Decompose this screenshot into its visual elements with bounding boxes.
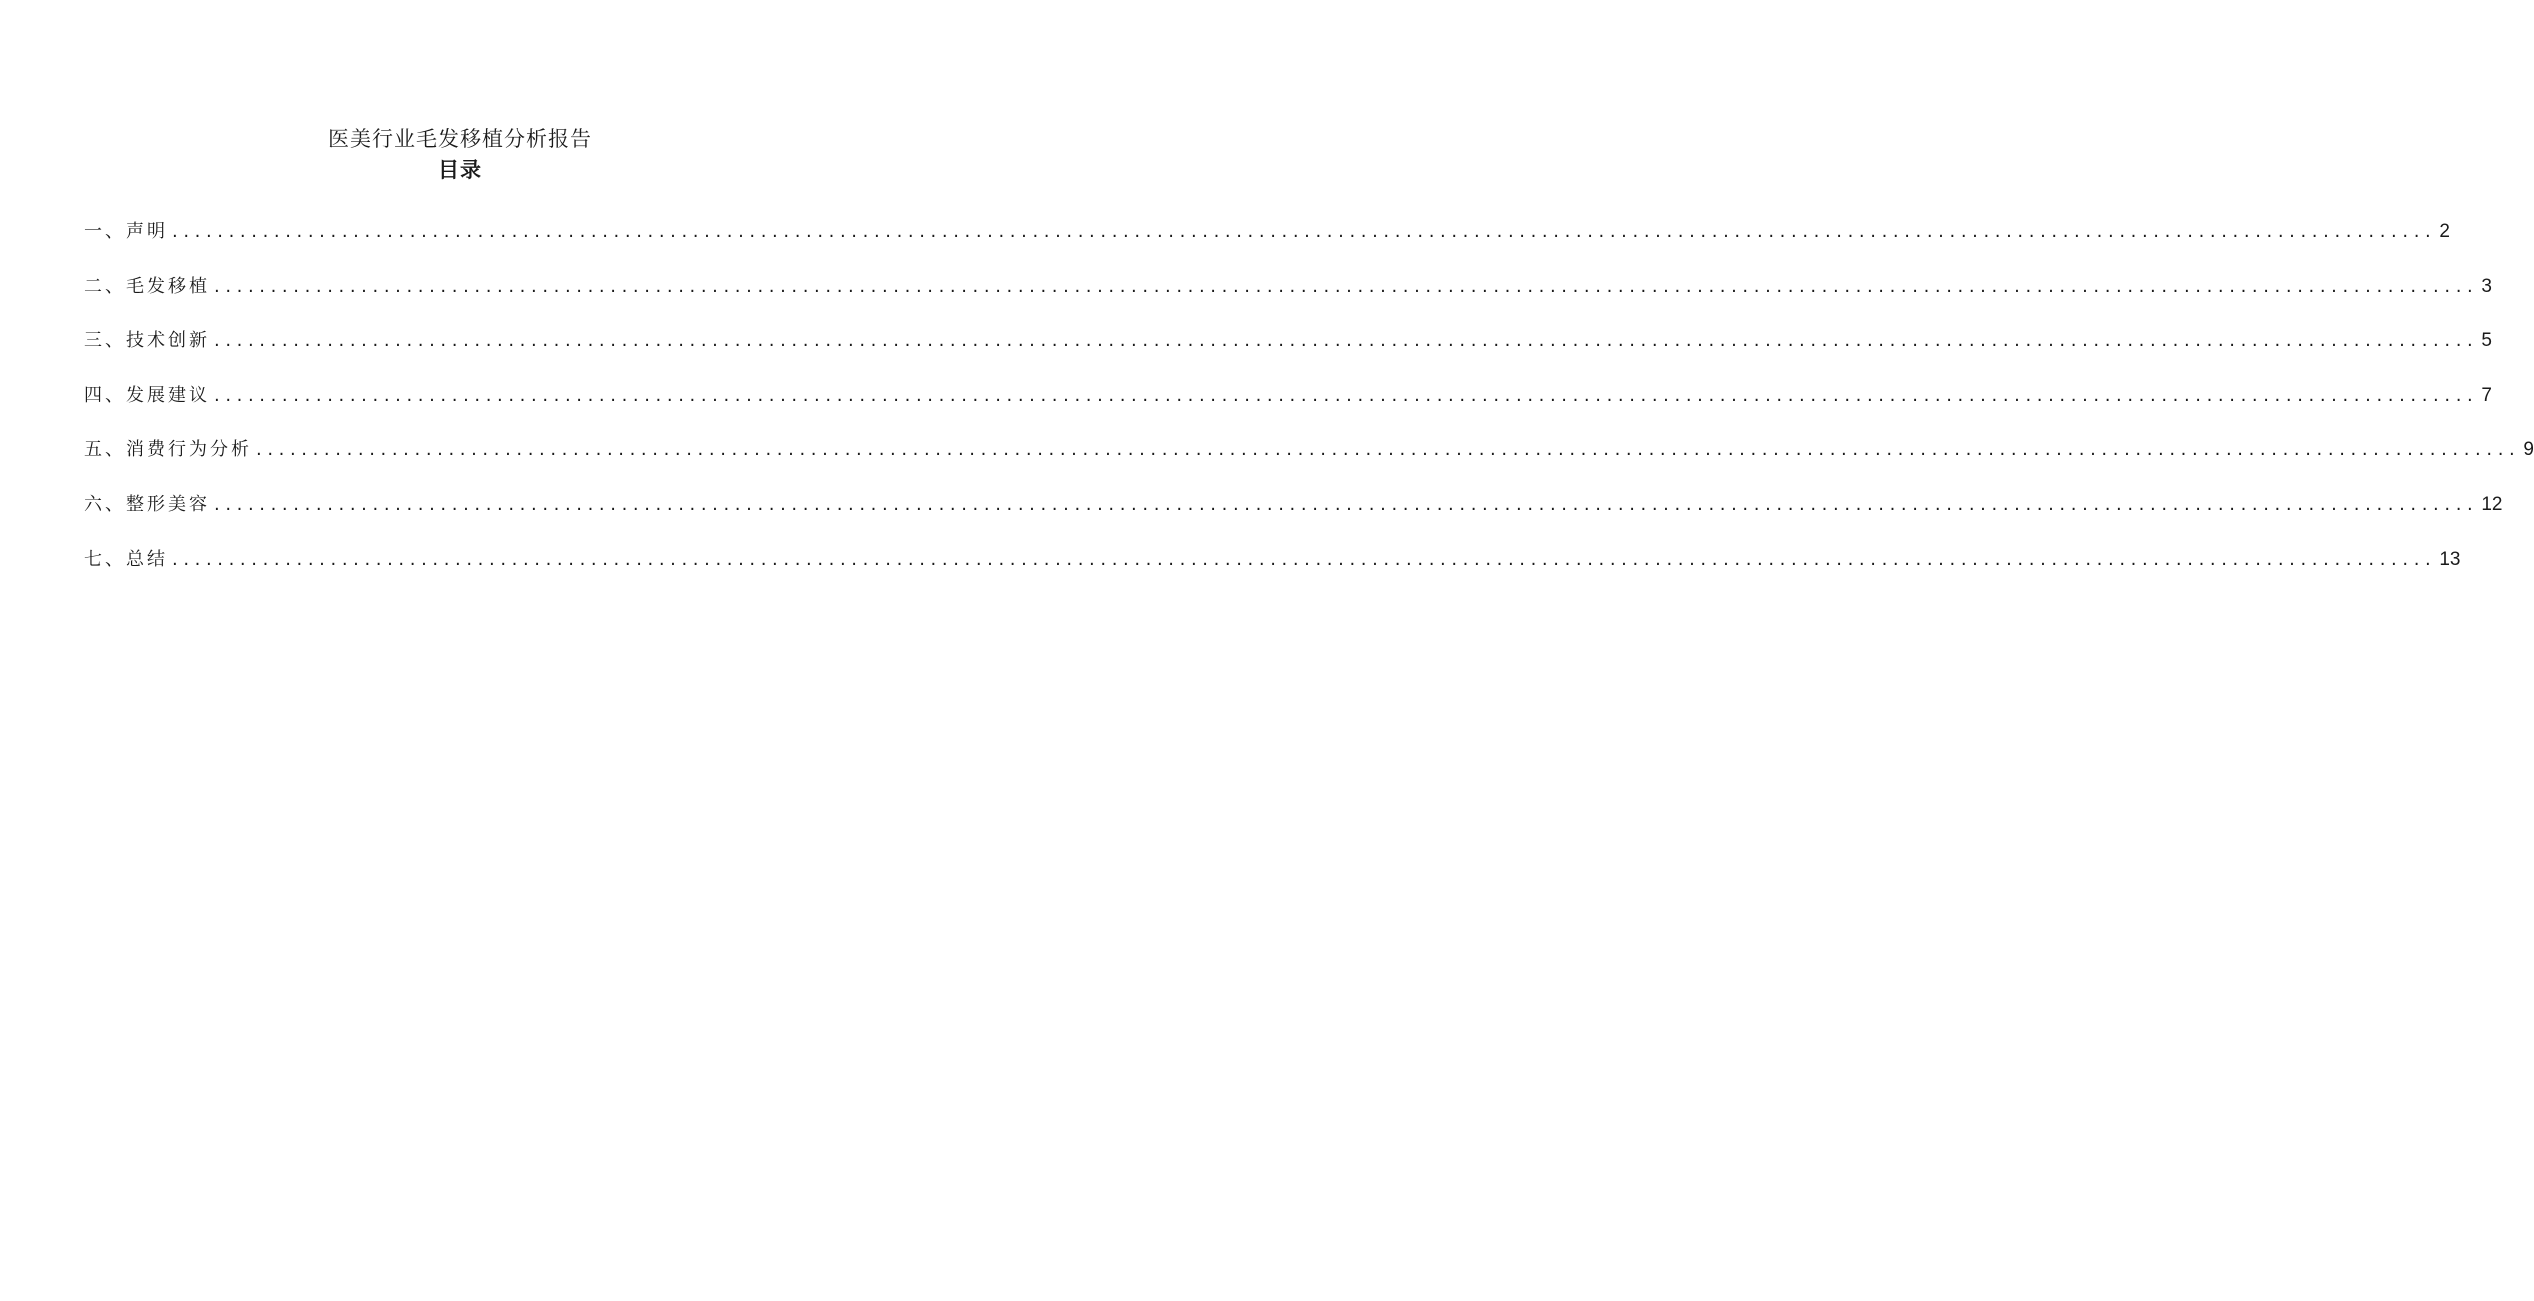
toc-entry-page: 7 bbox=[2481, 384, 2492, 406]
toc-heading: 目录 bbox=[438, 158, 482, 182]
toc-leader-dots: ........................................................................................................................................................................................................ bbox=[172, 548, 2437, 570]
toc-entry-page: 9 bbox=[2523, 439, 2534, 461]
document-title: 医美行业毛发移植分析报告 bbox=[328, 127, 592, 151]
toc-entry-page: 5 bbox=[2481, 330, 2492, 352]
toc-leader-dots: ........................................................................................................................................................................................................ bbox=[256, 439, 2521, 461]
toc-entry-statement[interactable] bbox=[84, 214, 2450, 269]
toc-entry-summary[interactable] bbox=[84, 542, 2461, 597]
toc-leader-dots: ........................................................................................................................................................................................................ bbox=[214, 384, 2479, 406]
toc-leader-dots: ........................................................................................................................................................................................................ bbox=[214, 493, 2479, 515]
toc-leader-dots: ........................................................................................................................................................................................................ bbox=[172, 221, 2437, 242]
toc-entry-consumer-behavior[interactable] bbox=[84, 432, 2534, 487]
toc-entry-tech-innovation[interactable] bbox=[84, 323, 2492, 378]
toc-entry-development-advice[interactable] bbox=[84, 378, 2492, 433]
toc-entry-label: 六、整形美容 bbox=[84, 493, 210, 515]
table-of-contents bbox=[84, 214, 2534, 596]
toc-leader-dots: ........................................................................................................................................................................................................ bbox=[214, 330, 2479, 352]
toc-entry-page: 3 bbox=[2481, 275, 2492, 297]
toc-entry-page: 12 bbox=[2481, 493, 2503, 515]
toc-leader-dots: ........................................................................................................................................................................................................ bbox=[214, 275, 2479, 297]
toc-entry-label: 二、毛发移植 bbox=[84, 275, 210, 297]
toc-entry-page: 2 bbox=[2439, 221, 2450, 242]
toc-entry-page: 13 bbox=[2439, 548, 2461, 570]
toc-entry-label: 四、发展建议 bbox=[84, 384, 210, 406]
toc-entry-label: 三、技术创新 bbox=[84, 330, 210, 352]
toc-entry-label: 五、消费行为分析 bbox=[84, 439, 252, 461]
toc-entry-cosmetic-surgery[interactable] bbox=[84, 487, 2503, 542]
toc-entry-label: 七、总结 bbox=[84, 548, 168, 570]
toc-entry-hair-transplant[interactable] bbox=[84, 269, 2492, 324]
toc-entry-label: 一、声明 bbox=[84, 221, 168, 242]
